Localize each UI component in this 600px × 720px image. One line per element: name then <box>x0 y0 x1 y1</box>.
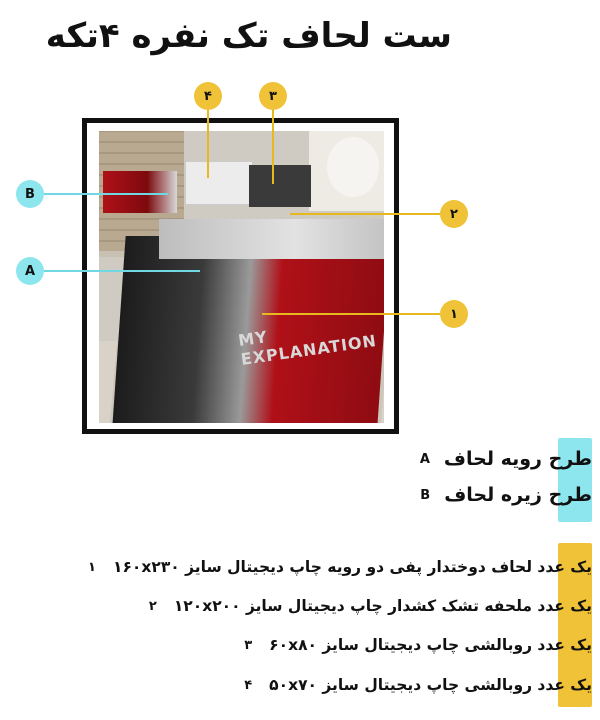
item-row-1 <box>79 552 592 582</box>
callout-line-3 <box>272 108 274 184</box>
callout-line-b <box>44 193 168 195</box>
callout-badge-a: A <box>16 257 44 285</box>
callout-line-1 <box>262 313 440 315</box>
item-text-1: یک عدد لحاف دوختدار پفی دو رویه چاپ دیجیتال سایز ۱۶۰x۲۳۰ <box>113 558 592 576</box>
item-text-2: یک عدد ملحفه تشک کشدار چاپ دیجیتال سایز ۱۲۰x۲۰۰ <box>173 597 592 615</box>
legend-badge-b: B <box>412 482 438 508</box>
legend-badge-a: A <box>412 446 438 472</box>
callout-line-4 <box>207 108 209 178</box>
legend-row-a <box>412 444 592 474</box>
item-text-3: یک عدد روبالشی چاپ دیجیتال سایز ۶۰x۸۰ <box>269 636 592 654</box>
photo-duvet-back-design <box>103 171 177 213</box>
product-photo-frame <box>82 118 399 434</box>
photo-duvet-top <box>159 219 384 259</box>
legend-text-a: طرح رویه لحاف <box>443 448 592 470</box>
item-badge-4: ۴ <box>235 672 261 698</box>
item-badge-1: ۱ <box>79 554 105 580</box>
photo-pillow-large <box>249 165 311 207</box>
legend-row-b <box>412 480 592 510</box>
item-row-4 <box>235 670 592 700</box>
callout-badge-1: ۱ <box>440 300 468 328</box>
item-text-4: یک عدد روبالشی چاپ دیجیتال سایز ۵۰x۷۰ <box>269 676 592 694</box>
callout-badge-4: ۴ <box>194 82 222 110</box>
callout-line-a <box>44 270 200 272</box>
callout-badge-3: ۳ <box>259 82 287 110</box>
item-row-2 <box>140 591 592 621</box>
item-badge-3: ۳ <box>235 632 261 658</box>
photo-lamp <box>327 137 379 197</box>
callout-line-2 <box>290 213 440 215</box>
item-row-3 <box>235 630 592 660</box>
page-title: ست لحاف تک نفره ۴تکه <box>45 16 452 56</box>
item-badge-2: ۲ <box>140 593 166 619</box>
callout-badge-2: ۲ <box>440 200 468 228</box>
product-photo <box>99 131 384 423</box>
photo-pillow-small <box>185 161 253 205</box>
callout-badge-b: B <box>16 180 44 208</box>
legend-text-b: طرح زیره لحاف <box>444 484 592 506</box>
photo-print-text: MY EXPLANATION <box>237 327 378 369</box>
